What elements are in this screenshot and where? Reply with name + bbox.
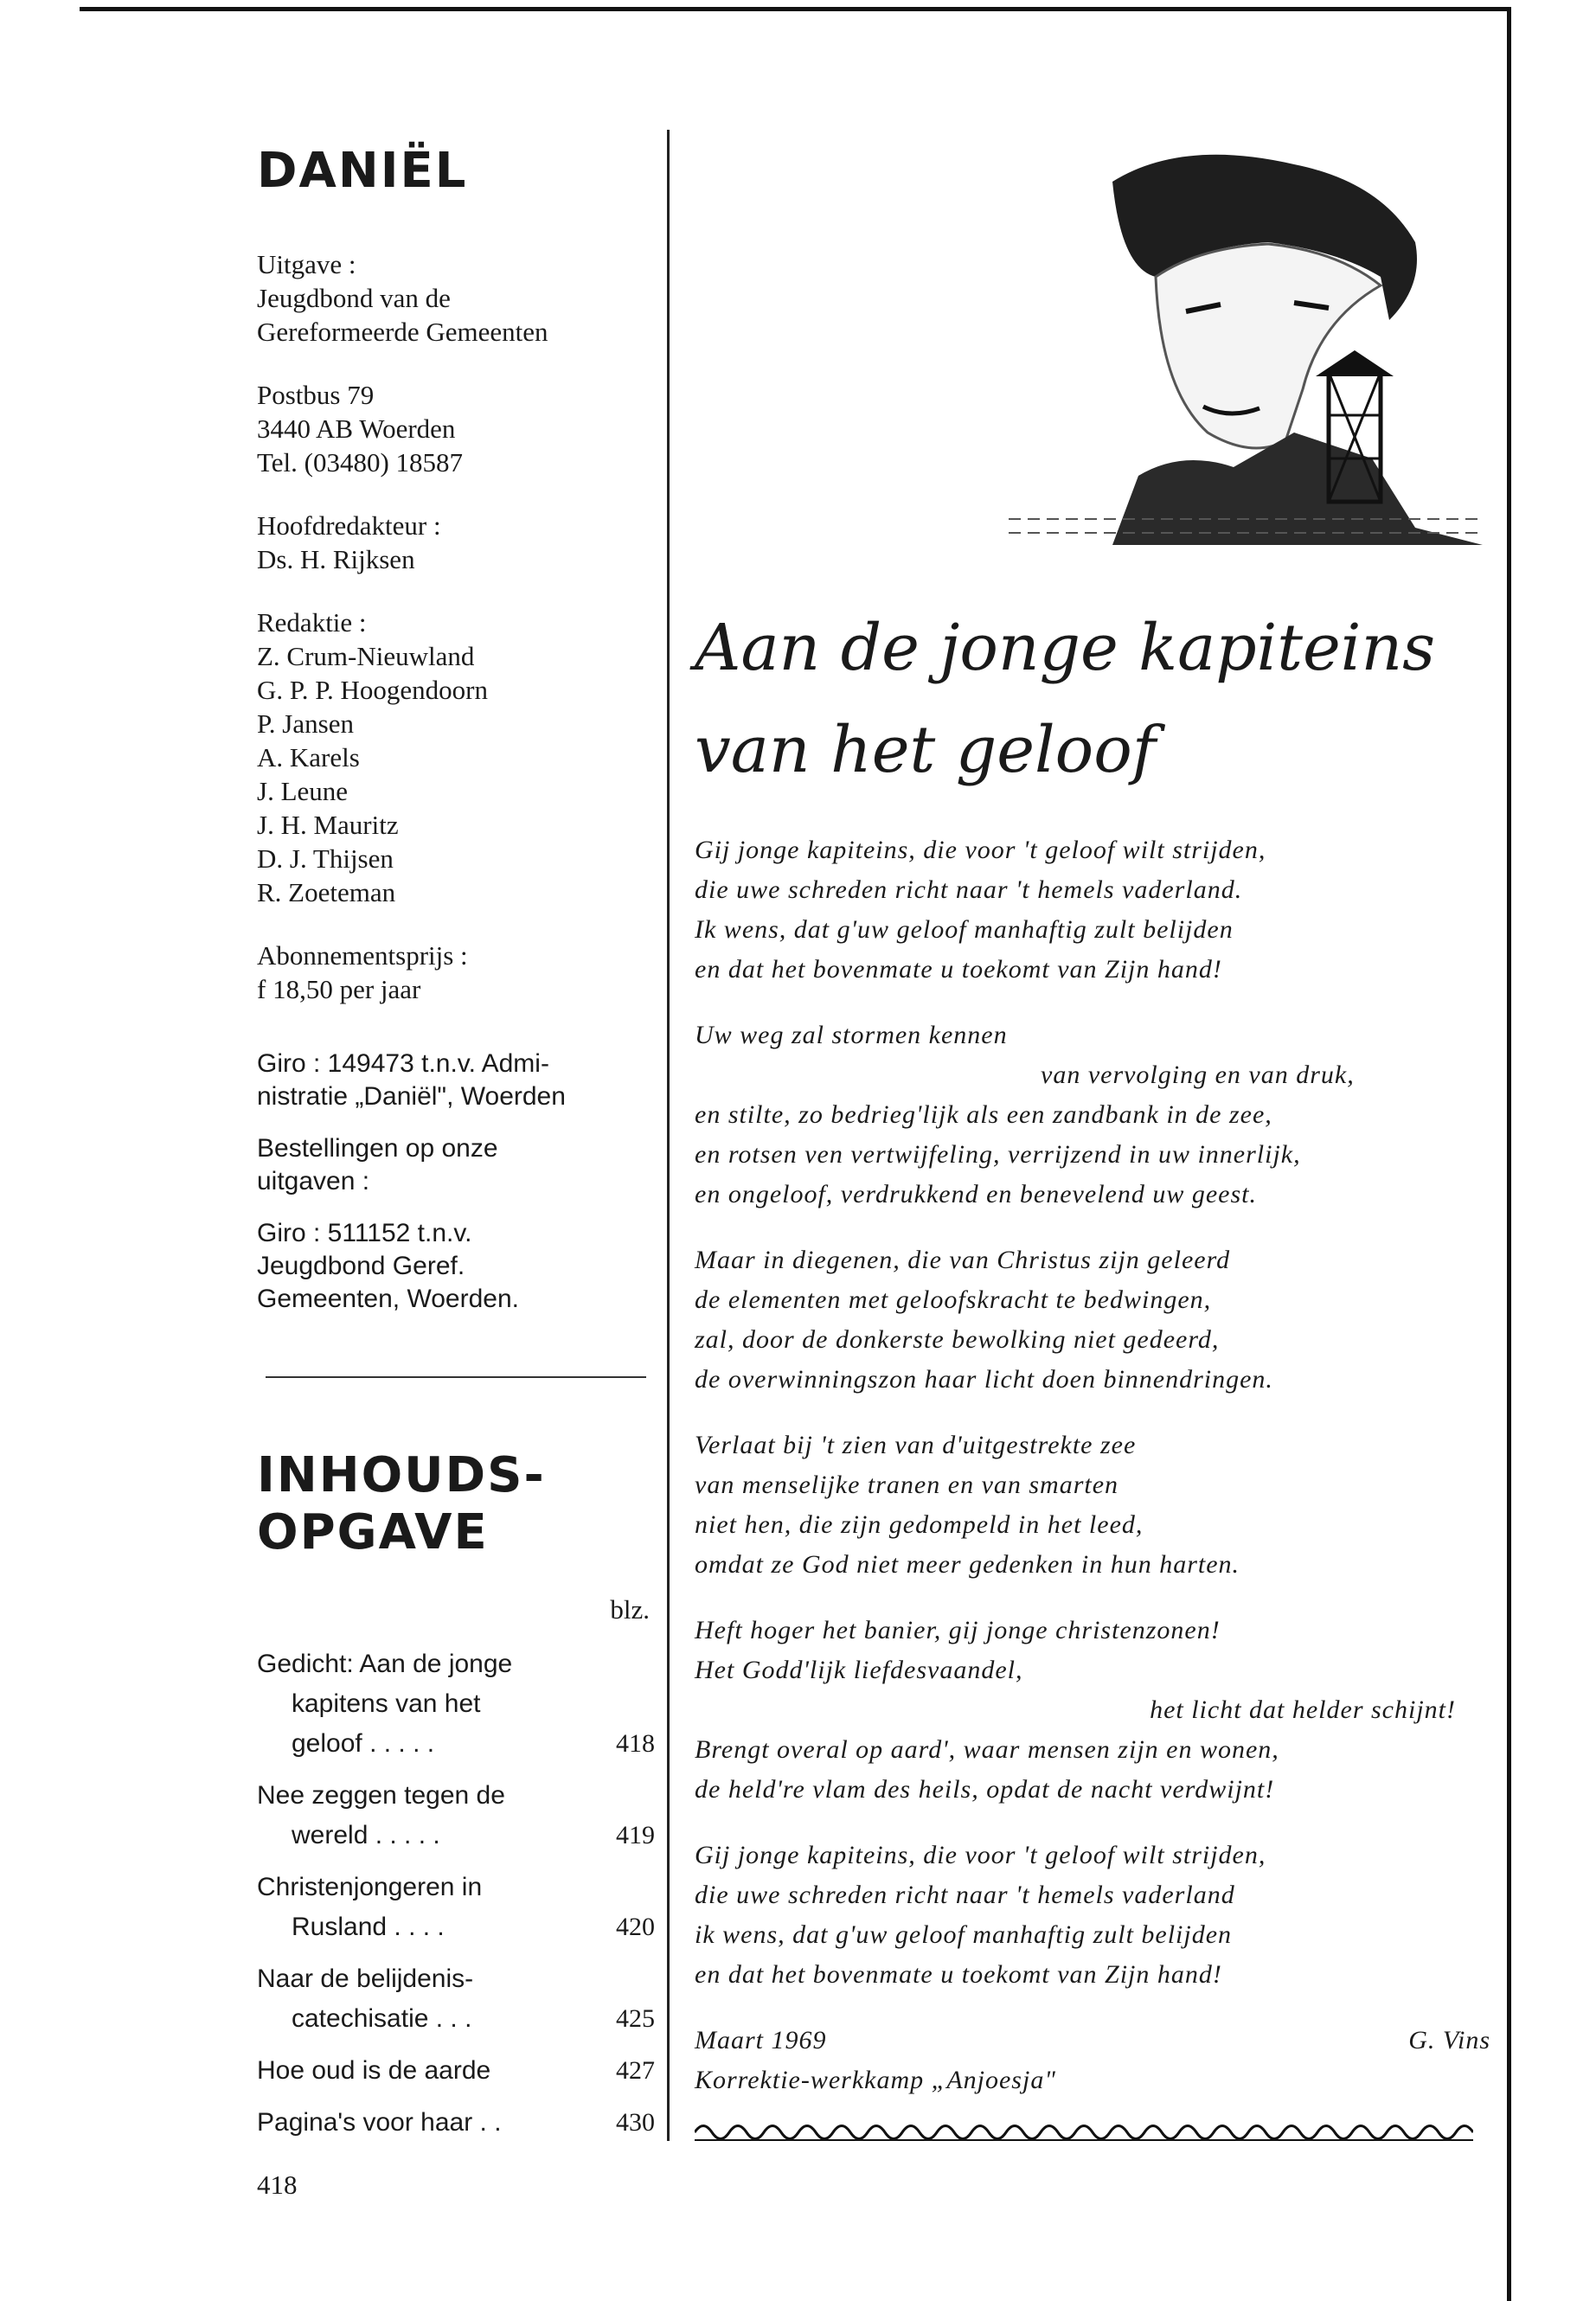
verse-line: en stilte, zo bedrieg'lijk als een zandbank in de zee, bbox=[695, 1100, 1272, 1129]
left-column bbox=[257, 143, 655, 2155]
toc-entry-text: Christenjongeren in bbox=[257, 1873, 483, 1901]
toc-page-column-label: blz. bbox=[610, 1594, 650, 1625]
signature-line bbox=[695, 2021, 1490, 2061]
right-edge-rule bbox=[1507, 7, 1511, 2301]
verse-line: Gij jonge kapiteins, die voor 't geloof wilt strijden, bbox=[695, 836, 1266, 864]
orders-giro-line: Giro : 511152 t.n.v. bbox=[257, 1219, 472, 1247]
toc-entry bbox=[257, 2051, 655, 2091]
verse-line: het licht dat helder schijnt! bbox=[1150, 1695, 1456, 1724]
orders-giro-line: Jeugdbond Geref. bbox=[257, 1252, 465, 1280]
stanza bbox=[695, 1016, 1490, 1215]
poem-place: Korrektie-werkkamp „Anjoesja" bbox=[695, 2066, 1056, 2094]
editor-label: Hoofdredakteur : bbox=[257, 510, 441, 541]
poem bbox=[695, 830, 1490, 2100]
redaktie-member: P. Jansen bbox=[257, 708, 354, 739]
poem-author: G. Vins bbox=[1408, 2026, 1490, 2054]
verse-line: Het Godd'lijk liefdesvaandel, bbox=[695, 1656, 1023, 1684]
verse-line: Ik wens, dat g'uw geloof manhaftig zult belijden bbox=[695, 915, 1234, 944]
toc-entry-text: Gedicht: Aan de jonge bbox=[257, 1650, 513, 1678]
stanza bbox=[695, 1836, 1490, 1995]
toc-entry-page: 425 bbox=[616, 2004, 655, 2033]
orders-giro-block bbox=[257, 1217, 655, 1316]
ornamental-border bbox=[695, 2119, 1473, 2145]
stanza bbox=[695, 830, 1490, 990]
verse-line: Brengt overal op aard', waar mensen zijn en wonen, bbox=[695, 1735, 1279, 1764]
toc-entry-page: 420 bbox=[616, 1913, 655, 1941]
verse-line: en rotsen ven vertwijfeling, verrijzend in uw innerlijk, bbox=[695, 1140, 1301, 1169]
giro-line: nistratie „Daniël", Woerden bbox=[257, 1082, 566, 1111]
verse-line: en dat het bovenmate u toekomt van Zijn hand! bbox=[695, 955, 1222, 984]
toc-entry-text: wereld . . . . . bbox=[292, 1821, 440, 1849]
redaktie-member: J. H. Mauritz bbox=[257, 810, 399, 840]
verse-line: van vervolging en van druk, bbox=[1041, 1061, 1355, 1089]
subscription-label: Abonnementsprijs : bbox=[257, 940, 468, 971]
verse-line: de held're vlam des heils, opdat de nacht verdwijnt! bbox=[695, 1775, 1275, 1804]
verse-line: en ongeloof, verdrukkend en benevelend uw geest. bbox=[695, 1180, 1257, 1208]
editor-block bbox=[257, 509, 655, 576]
verse-line: van menselijke tranen en van smarten bbox=[695, 1471, 1119, 1499]
article-title bbox=[695, 597, 1490, 801]
toc-entry bbox=[257, 1868, 655, 1947]
masthead-title: DANIËL bbox=[257, 143, 468, 199]
toc-entry-text: Pagina's voor haar . . bbox=[257, 2108, 502, 2137]
toc-entry-page: 427 bbox=[616, 2056, 655, 2085]
verse-line: de overwinningszon haar licht doen binnendringen. bbox=[695, 1365, 1273, 1394]
address-line: Postbus 79 bbox=[257, 380, 375, 410]
giro-line: Giro : 149473 t.n.v. Admi- bbox=[257, 1049, 549, 1078]
orders-line: Bestellingen op onze bbox=[257, 1134, 498, 1163]
publisher-line: Gereformeerde Gemeenten bbox=[257, 317, 548, 347]
address-line: 3440 AB Woerden bbox=[257, 413, 456, 444]
verse-line: omdat ze God niet meer gedenken in hun harten. bbox=[695, 1550, 1240, 1579]
article-title-line: van het geloof bbox=[695, 713, 1157, 787]
toc-entry-text: geloof . . . . . bbox=[292, 1729, 435, 1758]
orders-giro-line: Gemeenten, Woerden. bbox=[257, 1285, 519, 1313]
redaktie-block bbox=[257, 606, 655, 909]
stanza bbox=[695, 1240, 1490, 1400]
subscription-price: f 18,50 per jaar bbox=[257, 974, 421, 1004]
verse-line: Heft hoger het banier, gij jonge christenzonen! bbox=[695, 1616, 1221, 1644]
publisher-block bbox=[257, 247, 655, 349]
orders-line: uitgaven : bbox=[257, 1167, 370, 1195]
verse-line: die uwe schreden richt naar 't hemels vaderland bbox=[695, 1881, 1235, 1909]
orders-block bbox=[257, 1132, 655, 1198]
verse-line: ik wens, dat g'uw geloof manhaftig zult belijden bbox=[695, 1920, 1233, 1949]
toc-entry-text: catechisatie . . . bbox=[292, 2004, 472, 2033]
portrait-illustration bbox=[1009, 147, 1483, 545]
redaktie-member: R. Zoeteman bbox=[257, 877, 396, 907]
publisher-label: Uitgave : bbox=[257, 249, 356, 279]
toc-entry-text: Rusland . . . . bbox=[292, 1913, 445, 1941]
column-divider bbox=[667, 130, 670, 2141]
stanza bbox=[695, 1611, 1490, 1810]
redaktie-member: Z. Crum-Nieuwland bbox=[257, 641, 475, 671]
redaktie-member: J. Leune bbox=[257, 776, 349, 806]
toc-entry-text: Naar de belijdenis- bbox=[257, 1965, 474, 1993]
verse-line: Uw weg zal stormen kennen bbox=[695, 1021, 1008, 1049]
verse-line: die uwe schreden richt naar 't hemels vaderland. bbox=[695, 875, 1243, 904]
address-line: Tel. (03480) 18587 bbox=[257, 447, 464, 478]
toc-entry-text: kapitens van het bbox=[292, 1689, 481, 1718]
toc-entry-page: 418 bbox=[616, 1729, 655, 1758]
redaktie-member: D. J. Thijsen bbox=[257, 843, 394, 874]
verse-line: zal, door de donkerste bewolking niet gedeerd, bbox=[695, 1325, 1220, 1354]
top-rule bbox=[80, 7, 1509, 11]
poem-date: Maart 1969 bbox=[695, 2026, 827, 2054]
article-title-line: Aan de jonge kapiteins bbox=[695, 611, 1436, 685]
verse-line: niet hen, die zijn gedompeld in het leed, bbox=[695, 1510, 1144, 1539]
toc-entry-text: Hoe oud is de aarde bbox=[257, 2056, 491, 2085]
verse-line: Maar in diegenen, die van Christus zijn geleerd bbox=[695, 1246, 1231, 1274]
toc-entry bbox=[257, 1776, 655, 1856]
verse-line: de elementen met geloofskracht te bedwingen, bbox=[695, 1285, 1212, 1314]
toc-entry-text: Nee zeggen tegen de bbox=[257, 1781, 505, 1810]
giro-block bbox=[257, 1048, 655, 1113]
section-divider bbox=[266, 1376, 646, 1378]
verse-line: Verlaat bij 't zien van d'uitgestrekte zee bbox=[695, 1431, 1137, 1459]
toc-entry-page: 430 bbox=[616, 2108, 655, 2137]
stanza bbox=[695, 1426, 1490, 1585]
redaktie-label: Redaktie : bbox=[257, 607, 367, 638]
toc-title-line: OPGAVE bbox=[257, 1504, 489, 1561]
subscription-block bbox=[257, 939, 655, 1006]
table-of-contents bbox=[257, 1447, 655, 2143]
colophon bbox=[257, 247, 655, 1316]
editor-name: Ds. H. Rijksen bbox=[257, 544, 415, 574]
toc-entry bbox=[257, 1959, 655, 2039]
page-number: 418 bbox=[257, 2170, 298, 2200]
verse-line: Gij jonge kapiteins, die voor 't geloof wilt strijden, bbox=[695, 1841, 1266, 1869]
redaktie-member: G. P. P. Hoogendoorn bbox=[257, 675, 488, 705]
publisher-line: Jeugdbond van de bbox=[257, 283, 451, 313]
address-block bbox=[257, 378, 655, 479]
toc-entry bbox=[257, 2103, 655, 2143]
toc-title-line: INHOUDS- bbox=[257, 1447, 546, 1503]
toc-entry bbox=[257, 1644, 655, 1764]
verse-line: en dat het bovenmate u toekomt van Zijn hand! bbox=[695, 1960, 1222, 1989]
toc-entry-page: 419 bbox=[616, 1821, 655, 1849]
redaktie-member: A. Karels bbox=[257, 742, 360, 772]
